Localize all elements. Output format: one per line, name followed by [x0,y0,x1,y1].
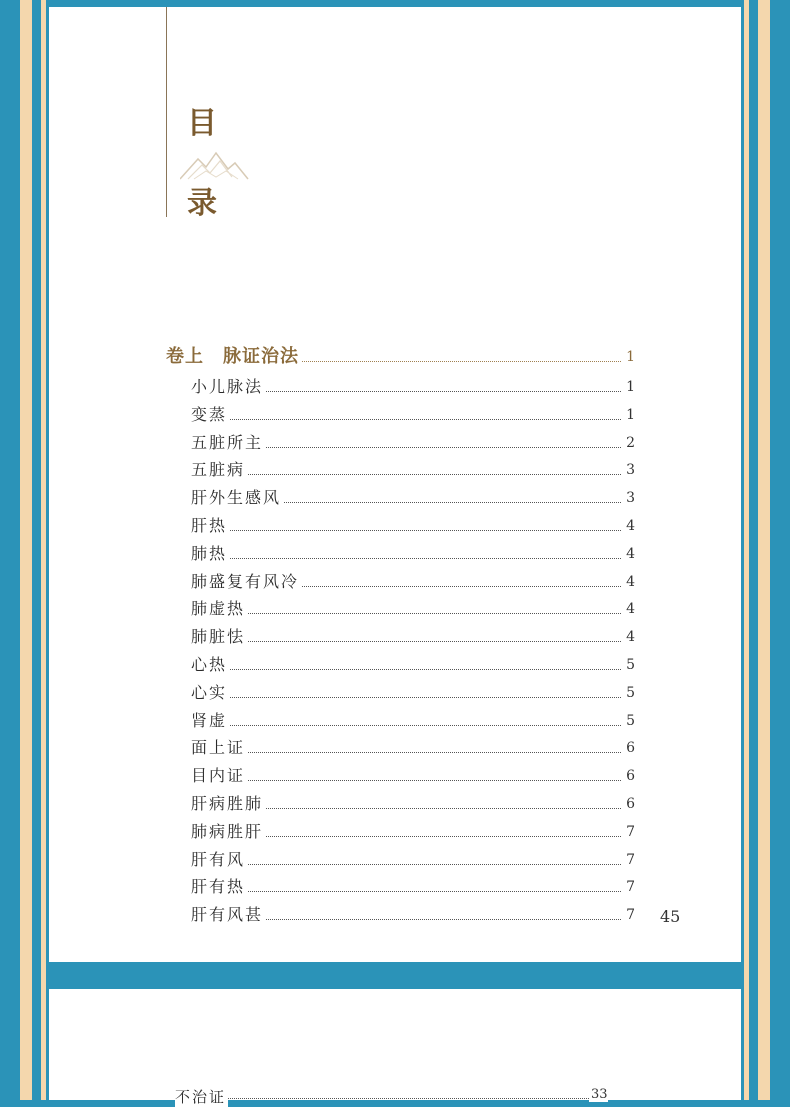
entry-page-number: 7 [621,824,635,840]
toc-entry[interactable] [49,433,741,461]
entry-label: 面上证 [191,738,246,757]
toc-entry[interactable] [49,599,741,627]
entry-page-number: 1 [621,407,635,423]
entry-page-number: 3 [621,490,635,506]
entry-label: 肺虚热 [191,599,246,618]
section-page-number: 1 [621,349,635,365]
left-beige-stripe [20,0,32,1100]
entry-label: 肺盛复有风冷 [191,572,300,591]
entry-page-number: 4 [621,574,635,590]
entry-page-number: 6 [621,740,635,756]
toc-entry[interactable] [49,711,741,739]
leader-dots [191,641,621,642]
entry-label: 不治证 [175,1088,227,1106]
left-beige-inner-stripe [41,0,46,1100]
toc-entry[interactable] [49,877,741,905]
toc-entry[interactable] [49,738,741,766]
title-char-mu: 目 [187,106,217,141]
entry-label: 肝有热 [191,877,246,896]
toc-entry[interactable] [49,822,741,850]
entry-label: 肾虚 [191,711,228,730]
entry-page-number: 5 [621,685,635,701]
entry-page-number: 7 [621,879,635,895]
toc-entry[interactable] [49,655,741,683]
entry-page-number: 4 [621,546,635,562]
leader-dots [191,864,621,865]
leader-dots [191,891,621,892]
toc-entry[interactable] [49,1086,741,1106]
entry-label: 小儿脉法 [191,377,264,396]
entry-page-number: 6 [621,796,635,812]
toc-entry[interactable] [49,683,741,711]
entry-page-number: 2 [621,435,635,451]
entry-page-number: 6 [621,768,635,784]
entry-label: 五脏所主 [191,433,264,452]
toc-entry[interactable] [49,794,741,822]
entry-label: 肝外生感风 [191,488,282,507]
leader-dots [191,530,621,531]
entry-label: 肺脏怯 [191,627,246,646]
entry-label: 目内证 [191,766,246,785]
toc-entry[interactable] [49,572,741,600]
entry-label: 肝病胜肺 [191,794,264,813]
toc-entry[interactable] [49,377,741,405]
entry-label: 心热 [191,655,228,674]
page-folio-number: 45 [660,907,681,926]
leader-dots [191,613,621,614]
toc-entry[interactable] [49,460,741,488]
entry-page-number: 7 [621,852,635,868]
toc-entry[interactable] [49,850,741,878]
entry-page-number: 5 [621,657,635,673]
toc-entry[interactable] [49,488,741,516]
entry-page-number: 3 [621,462,635,478]
entry-label: 肝热 [191,516,228,535]
title-divider-line [166,7,167,217]
leader-dots [191,752,621,753]
right-beige-stripe [758,0,770,1100]
entry-label: 变蒸 [191,405,228,424]
toc-entry[interactable] [49,544,741,572]
entry-page-number: 33 [591,1087,608,1102]
entry-page-number: 5 [621,713,635,729]
entry-page-number: 4 [621,601,635,617]
toc-section-heading[interactable] [49,347,741,375]
toc-entry[interactable] [49,405,741,433]
leader-dots [191,419,621,420]
entry-label: 心实 [191,683,228,702]
entry-label: 五脏病 [191,460,246,479]
title-char-lu: 录 [187,186,217,221]
leader-dots [191,725,621,726]
leader-dots [191,558,621,559]
leader-dots [191,669,621,670]
section-label: 卷上 脉证治法 [166,346,299,367]
toc-entry[interactable] [49,905,741,933]
entry-page-number: 4 [621,518,635,534]
toc-page [49,7,741,962]
entry-page-number: 1 [621,379,635,395]
leader-dots [175,1098,589,1099]
entry-page-number: 7 [621,907,635,923]
entry-label: 肺病胜肝 [191,822,264,841]
leader-dots [191,697,621,698]
leader-dots [191,780,621,781]
toc-entry[interactable] [49,627,741,655]
entry-label: 肝有风甚 [191,905,264,924]
right-beige-inner-stripe [744,0,749,1100]
leader-dots [191,474,621,475]
toc-entry[interactable] [49,766,741,794]
entry-label: 肝有风 [191,850,246,869]
next-toc-page [49,989,741,1106]
entry-label: 肺热 [191,544,228,563]
mountain-icon [180,149,250,181]
entry-page-number: 4 [621,629,635,645]
toc-entry[interactable] [49,516,741,544]
